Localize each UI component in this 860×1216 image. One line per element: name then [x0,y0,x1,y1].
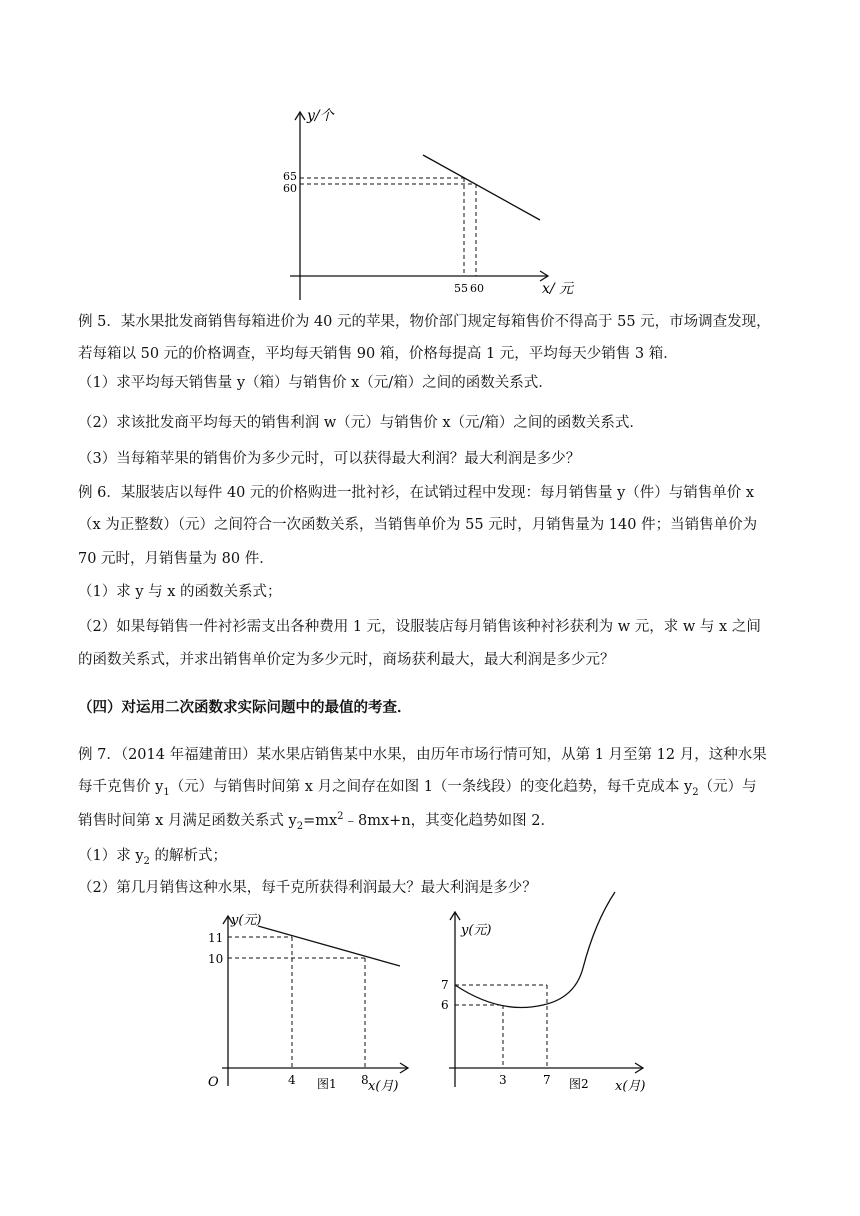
example7-q1-b: 的解析式； [149,848,228,864]
example5-q2: （2）求该批发商平均每天的销售利润 w（元）与销售价 x（元/箱）之间的函数关系式． [78,415,644,431]
top-graph-x-label: x/ 元 [542,281,574,297]
example7-line3-b: =mx [303,813,338,829]
figure2-x-tick-3: 3 [499,1073,507,1087]
figure1-origin: O [208,1075,219,1090]
example5-q3: （3）当每箱苹果的销售价为多少元时，可以获得最大利润？最大利润是多少？ [78,451,581,467]
example7-line2-sub1: 1 [163,786,170,798]
example7-line2-a: 每千克售价 y [78,779,164,795]
example7-line2-b: （元）与销售时间第 x 月之间存在如图 1（一条线段）的变化趋势，每千克成本 y [169,779,693,795]
figure1-y-label: y(元) [231,913,262,928]
figure2-x-tick-7: 7 [543,1073,551,1087]
figure1-y-tick-10: 10 [208,952,224,966]
example6-q1: （1）求 y 与 x 的函数关系式； [78,584,282,600]
example7-line2 [78,777,798,797]
top-graph-y-label: y/个 [307,108,334,124]
example7-q1-sub: 2 [143,855,150,867]
figure1-x-label: x(月) [368,1079,399,1094]
example6-line3: 70 元时，月销售量为 80 件． [78,551,274,567]
example6-q2a: （2）如果每销售一件衬衫需支出各种费用 1 元，设服装店每月销售该种衬衫获利为 w 元，求 w 与 x 之间 [78,619,761,635]
example7-line3-sub: 2 [296,820,304,832]
example6-line2: （x 为正整数）（元）之间符合一次函数关系，当销售单价为 55 元时，月销售量为 140 件；当销售单价为 [78,517,758,533]
example7-line1: 例 7．（2014 年福建莆田）某水果店销售某中水果，由历年市场行情可知，从第 1 月至第 12 月，这种水果 [78,747,767,763]
figure1-caption: 图1 [317,1077,337,1091]
top-graph [280,100,580,305]
figure2-y-label: y(元) [461,923,492,938]
figure1-graph [200,906,415,1096]
example7-line3-c: ﹣8mx+n，其变化趋势如图 2． [343,813,556,829]
top-graph-y-tick-60: 60 [283,182,297,195]
example7-line3 [78,811,798,831]
example7-q2: （2）第几月销售这种水果，每千克所获得利润最大？最大利润是多少？ [78,880,537,896]
section4-title: （四）对运用二次函数求实际问题中的最值的考查． [78,699,412,716]
example5-q1: （1）求平均每天销售量 y（箱）与销售价 x（元/箱）之间的函数关系式． [78,375,553,391]
example5-line2: 若每箱以 50 元的价格调查，平均每天销售 90 箱，价格每提高 1 元，平均每天少销售 3 箱． [78,346,678,362]
figure2-caption: 图2 [569,1077,589,1091]
example7-line3-a: 销售时间第 x 月满足函数关系式 y [78,813,297,829]
figure1-y-tick-11: 11 [208,931,224,945]
example7-line3-sup: 2 [337,811,344,823]
example6-line1: 例 6．某服装店以每件 40 元的价格购进一批衬衫，在试销过程中发现：每月销售量 y（件）与销售单价 x [78,485,755,501]
figure2-graph [435,882,660,1097]
top-graph-x-tick-55: 55 [454,282,468,295]
figure2-y-tick-6: 6 [441,998,449,1012]
example7-line2-c: （元）与 [698,779,757,795]
figure1-x-tick-4: 4 [288,1073,296,1087]
figure2-x-label: x(月) [615,1079,646,1094]
example7-q1 [78,846,798,866]
example5-line1: 例 5．某水果批发商销售每箱进价为 40 元的苹果，物价部门规定每箱售价不得高于 55 元，市场调查发现， [78,314,771,330]
example7-q1-a: （1）求 y [78,848,144,864]
figure1-x-tick-8: 8 [361,1073,369,1087]
top-graph-x-tick-60: 60 [470,282,484,295]
top-graph-y-tick-65: 65 [283,170,297,183]
example6-q2b: 的函数关系式，并求出销售单价定为多少元时，商场获利最大，最大利润是多少元？ [78,652,615,668]
example7-line2-sub2: 2 [692,786,699,798]
figure2-y-tick-7: 7 [441,978,449,992]
